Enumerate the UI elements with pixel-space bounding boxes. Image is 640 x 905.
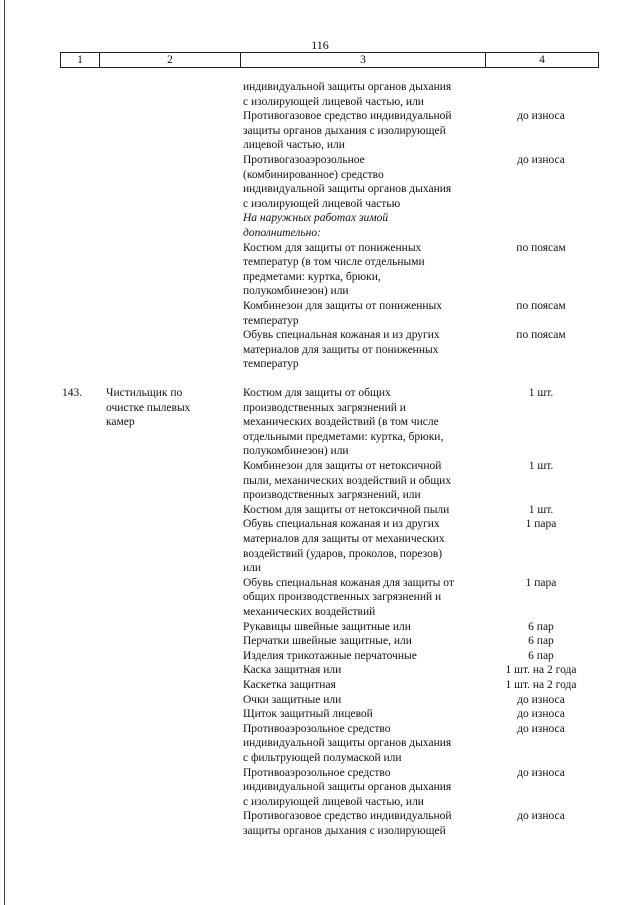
item-text-line: температур xyxy=(243,358,299,371)
item-norm: до износа xyxy=(517,110,565,123)
item-norm: 1 шт. на 2 года xyxy=(505,664,577,677)
item-text-line: с изолирующей лицевой частью, или xyxy=(243,95,424,108)
item-text-line: Противогазовое средство индивидуальной xyxy=(243,110,452,123)
item-text-line: На наружных работах зимой xyxy=(243,212,389,225)
column-header-4: 4 xyxy=(486,53,599,68)
item-norm: до износа xyxy=(517,766,565,779)
item-text-line: индивидуальной защиты органов дыхания xyxy=(243,737,452,750)
item-norm: 6 пар xyxy=(528,635,554,648)
item-text-line: механических воздействий (в том числе xyxy=(243,416,439,429)
item-text-line: защиты органов дыхания с изолирующей xyxy=(243,825,446,837)
item-text-line: механических воздействий xyxy=(243,606,376,618)
item-norm: 6 пар xyxy=(528,620,554,633)
item-text-line: производственных загрязнений, или xyxy=(243,489,421,502)
profession-name-line: Чистильщик по xyxy=(106,387,183,399)
item-norm: 1 шт. xyxy=(528,387,554,399)
column-header-row xyxy=(60,52,599,68)
column-header-1: 1 xyxy=(61,53,100,68)
item-norm: 1 шт. xyxy=(528,460,554,472)
item-text-line: Изделия трикотажные перчаточные xyxy=(243,649,417,662)
item-text-line: Костюм для защиты от нетоксичной пыли xyxy=(243,503,450,516)
column-header-3: 3 xyxy=(241,53,486,68)
page-number: 116 xyxy=(311,38,329,52)
item-norm: по поясам xyxy=(516,241,566,254)
item-text-line: Комбинезон для защиты от нетоксичной xyxy=(243,460,442,472)
item-text-line: индивидуальной защиты органов дыхания xyxy=(243,81,452,93)
item-text-line: Комбинезон для защиты от пониженных xyxy=(243,300,442,312)
item-text-line: (комбинированное) средство xyxy=(243,168,384,181)
item-text-line: Костюм для защиты от пониженных xyxy=(243,241,422,254)
profession-name-line: камер xyxy=(106,416,135,429)
item-norm: 1 пара xyxy=(525,576,557,589)
item-text-line: защиты органов дыхания с изолирующей xyxy=(243,124,446,137)
profession-name-line: очистке пылевых xyxy=(106,401,191,414)
column-header-2: 2 xyxy=(100,53,241,68)
item-text-line: материалов для защиты от механических xyxy=(243,533,445,545)
item-norm: до износа xyxy=(517,708,565,721)
item-norm: 1 шт. на 2 года xyxy=(505,679,577,691)
item-text-line: общих производственных загрязнений и xyxy=(243,591,442,604)
item-text-line: Каска защитная или xyxy=(243,664,342,677)
item-text-line: Противогазовое средство индивидуальной xyxy=(243,810,452,823)
item-text-line: Каскетка защитная xyxy=(243,679,336,691)
item-norm: 1 шт. xyxy=(528,503,554,516)
item-text-line: Обувь специальная кожаная и из других xyxy=(243,518,440,531)
item-norm: до износа xyxy=(517,154,565,166)
item-norm: до износа xyxy=(517,810,565,823)
entry-number: 143. xyxy=(62,387,83,399)
item-text-line: Перчатки швейные защитные, или xyxy=(243,635,412,648)
item-norm: 1 пара xyxy=(525,518,557,531)
item-text-line: Щиток защитный лицевой xyxy=(243,708,373,721)
item-text-line: дополнительно: xyxy=(243,227,321,239)
item-text-line: Очки защитные или xyxy=(243,693,342,706)
item-text-line: предметами: куртка, брюки, xyxy=(243,270,381,283)
item-text-line: температур xyxy=(243,314,299,327)
item-text-line: пыли, механических воздействий и общих xyxy=(243,474,452,487)
item-text-line: Противоаэрозольное средство xyxy=(243,766,391,779)
item-text-line: температур (в том числе отдельными xyxy=(243,256,425,269)
item-norm: по поясам xyxy=(516,300,566,312)
item-text-line: или xyxy=(243,562,262,575)
item-text-line: с фильтрующей полумаской или xyxy=(243,752,402,764)
item-text-line: полукомбинезон) или xyxy=(243,285,349,298)
item-text-line: полукомбинезон) или xyxy=(243,445,349,458)
page-edge-line xyxy=(4,0,5,905)
item-norm: до износа xyxy=(517,693,565,706)
item-text-line: Рукавицы швейные защитные или xyxy=(243,620,411,633)
item-norm: 6 пар xyxy=(528,649,554,662)
item-norm: до износа xyxy=(517,722,565,735)
item-text-line: индивидуальной защиты органов дыхания xyxy=(243,781,452,794)
item-text-line: индивидуальной защиты органов дыхания xyxy=(243,183,452,196)
item-text-line: Противоаэрозольное средство xyxy=(243,722,391,735)
item-text-line: с изолирующей лицевой частью xyxy=(243,197,401,210)
item-text-line: материалов для защиты от пониженных xyxy=(243,343,439,356)
item-text-line: воздействий (ударов, проколов, порезов) xyxy=(243,547,443,560)
item-text-line: отдельными предметами: куртка, брюки, xyxy=(243,430,444,443)
item-text-line: лицевой частью, или xyxy=(243,139,345,152)
item-text-line: с изолирующей лицевой частью, или xyxy=(243,795,424,808)
item-text-line: Обувь специальная кожаная и из других xyxy=(243,329,440,342)
item-text-line: Костюм для защиты от общих xyxy=(243,387,391,399)
item-text-line: производственных загрязнений и xyxy=(243,401,406,414)
item-norm: по поясам xyxy=(516,329,566,342)
item-text-line: Противогазоаэрозольное xyxy=(243,154,365,166)
item-text-line: Обувь специальная кожаная для защиты от xyxy=(243,576,454,589)
